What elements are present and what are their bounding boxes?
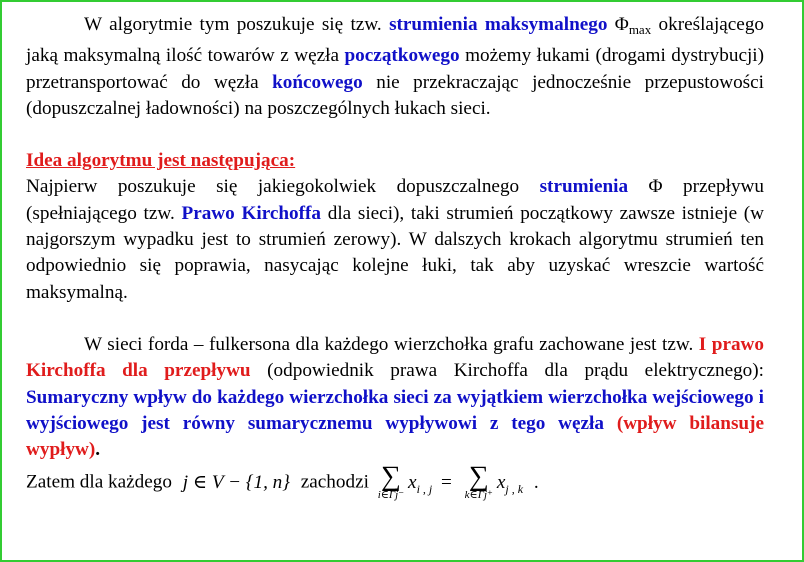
term-balance-note: (wpływ bilansuje wypływ) — [26, 412, 764, 461]
formula-end: . — [533, 471, 539, 493]
sum-right-limit: k∈Γj⁺ — [464, 489, 493, 502]
paragraph-idea — [26, 174, 764, 305]
ff-text-a: W sieci forda – fulkersona dla każdego wierzchołka grafu zachowane jest tzw. — [84, 333, 694, 355]
idea-heading: Idea algorytmu jest następująca: — [26, 150, 296, 172]
formula-line — [26, 461, 764, 502]
term-end-node: końcowego — [272, 71, 363, 93]
paragraph-ford-fulkerson — [26, 332, 764, 463]
sum-left-limit: i∈Γj⁻ — [377, 489, 405, 502]
formula-mid: zachodzi — [300, 471, 369, 493]
intro-text-g: nie przekraczając jednocześnie przepustowości (dopuszczalnej ładowności) na poszczególnych łukach sieci. — [26, 71, 764, 119]
intro-text-e: możemy łukami (drogami dystrybucji) przetransportować do węzła — [26, 45, 765, 93]
term-flow: strumienia — [539, 176, 629, 198]
formula-lead: Zatem dla każdego — [26, 471, 172, 493]
document-body — [26, 12, 764, 502]
spacer-2 — [26, 306, 764, 332]
paragraph-intro — [26, 12, 764, 122]
term-max-flow: strumienia maksymalnego — [389, 14, 608, 35]
phi-symbol-2: Φ — [648, 176, 663, 198]
formula-condition: j ∈ V − {1, n} — [182, 471, 290, 493]
term-first-kirchoff-law: I prawo Kirchoffa dla przepływu — [26, 333, 765, 382]
intro-text-c: określającego jaką maksymalną ilość towarów z węzła — [26, 14, 765, 67]
phi-subscript: max — [628, 22, 652, 37]
term-balance-statement: Sumaryczny wpływ do każdego wierzchołka sieci za wyjątkiem wierzchołka wejściowego i wyjściowego jest równy sumarycznemu wypływowi z tego węzła — [26, 386, 764, 434]
term-kirchoff-law: Prawo Kirchoffa — [181, 202, 322, 224]
var-right: $x_{j , k}$ — [496, 471, 524, 496]
intro-text-a: W algorytmie tym poszukuje się tzw. — [84, 14, 382, 35]
ff-text-c: (odpowiednik prawa Kirchoffa dla prądu elektrycznego): — [267, 360, 764, 382]
sigma-left: ∑ — [380, 461, 401, 493]
term-start-node: początkowego — [344, 45, 460, 67]
phi-symbol: Φ — [614, 14, 629, 35]
sum-right — [464, 461, 493, 502]
idea-text-e: dla sieci), taki strumień początkowy zawsze istnieje (w najgorszym wypadku jest to strumień zerowy). W dalszych krokach algorytmu strumień ten odpowiednio się poprawia, nasycając kolejne łuki, tak aby uzyskać wreszcie wartość maksymalną. — [26, 202, 765, 303]
period: . — [95, 439, 101, 461]
equals-sign: = — [441, 471, 452, 493]
idea-text-a: Najpierw poszukuje się jakiegokolwiek dopuszczalnego — [26, 176, 520, 198]
section-heading — [26, 148, 764, 174]
idea-text-c: przepływu (spełniającego tzw. — [26, 176, 765, 224]
var-left: $x_{i , j}$ — [408, 471, 433, 496]
spacer — [26, 122, 764, 148]
sigma-right: ∑ — [468, 461, 489, 493]
sum-left — [377, 461, 405, 502]
